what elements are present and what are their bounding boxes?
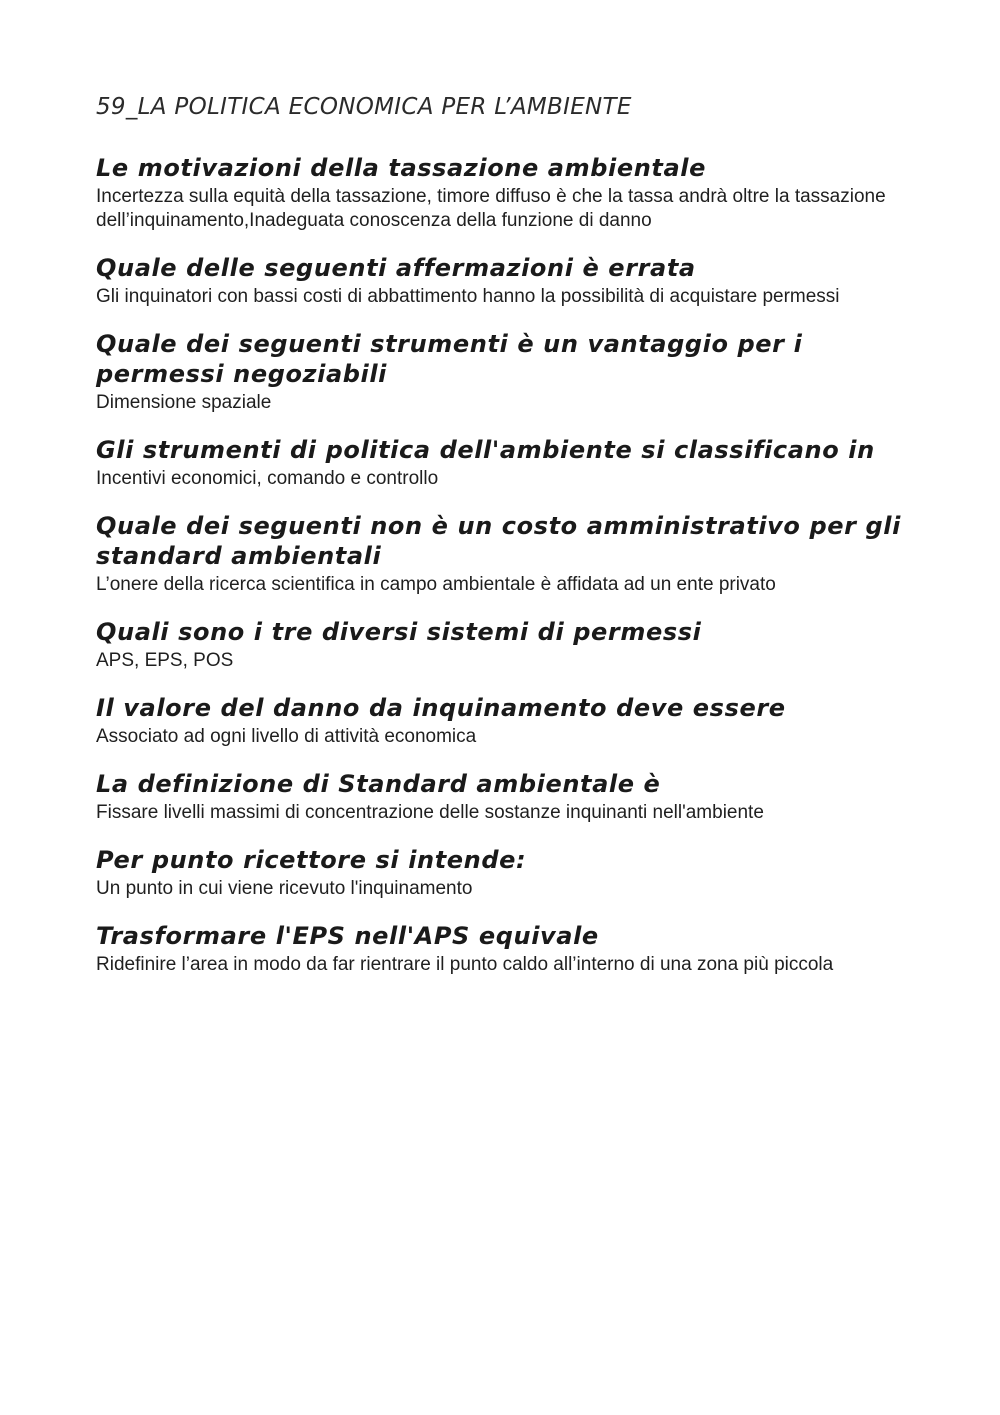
answer-text: Un punto in cui viene ricevuto l'inquinamento bbox=[96, 878, 473, 899]
qa-item bbox=[96, 769, 916, 825]
question-heading: Il valore del danno da inquinamento deve essere bbox=[96, 694, 786, 722]
answer-text: Ridefinire l’area in modo da far rientrare il punto caldo all’interno di una zona più piccola bbox=[96, 954, 834, 975]
answer-text: Fissare livelli massimi di concentrazione delle sostanze inquinanti nell'ambiente bbox=[96, 802, 764, 823]
answer-text: Gli inquinatori con bassi costi di abbattimento hanno la possibilità di acquistare permessi bbox=[96, 286, 840, 307]
question-heading: Quale delle seguenti affermazioni è errata bbox=[96, 254, 696, 282]
answer-text: L’onere della ricerca scientifica in campo ambientale è affidata ad un ente privato bbox=[96, 574, 776, 595]
qa-item bbox=[96, 329, 916, 415]
qa-item bbox=[96, 845, 916, 901]
answer-text: Incertezza sulla equità della tassazione, timore diffuso è che la tassa andrà oltre la tassazione dell’inquinamento,Inadeguata conoscenza della funzione di danno bbox=[96, 186, 886, 231]
answer-text: Associato ad ogni livello di attività economica bbox=[96, 726, 477, 747]
qa-item bbox=[96, 921, 916, 977]
document-page bbox=[96, 92, 916, 997]
qa-item bbox=[96, 511, 916, 597]
document-title: 59_LA POLITICA ECONOMICA PER L’AMBIENTE bbox=[96, 94, 632, 120]
answer-text: Dimensione spaziale bbox=[96, 392, 272, 413]
answer-text: Incentivi economici, comando e controllo bbox=[96, 468, 439, 489]
question-heading: Quale dei seguenti strumenti è un vantaggio per i permessi negoziabili bbox=[96, 330, 803, 388]
qa-item bbox=[96, 435, 916, 491]
question-heading: Quale dei seguenti non è un costo amministrativo per gli standard ambientali bbox=[96, 512, 901, 570]
answer-text: APS, EPS, POS bbox=[96, 650, 234, 671]
question-heading: Gli strumenti di politica dell'ambiente si classificano in bbox=[96, 436, 875, 464]
qa-item bbox=[96, 253, 916, 309]
qa-item bbox=[96, 617, 916, 673]
question-heading: Per punto ricettore si intende: bbox=[96, 846, 527, 874]
question-heading: Quali sono i tre diversi sistemi di permessi bbox=[96, 618, 702, 646]
question-heading: La definizione di Standard ambientale è bbox=[96, 770, 661, 798]
qa-item bbox=[96, 693, 916, 749]
question-heading: Trasformare l'EPS nell'APS equivale bbox=[96, 922, 599, 950]
qa-item bbox=[96, 153, 916, 233]
question-heading: Le motivazioni della tassazione ambientale bbox=[96, 154, 706, 182]
